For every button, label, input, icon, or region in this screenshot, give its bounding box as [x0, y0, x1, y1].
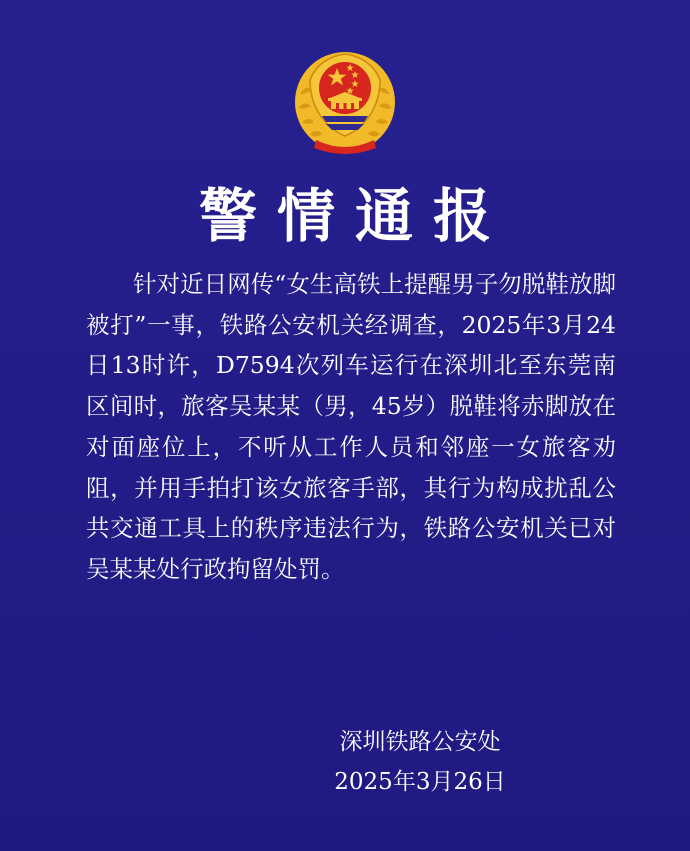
notice-body: 针对近日网传“女生高铁上提醒男子勿脱鞋放脚被打”一事，铁路公安机关经调查，2025年3月24日13时许，D7594次列车运行在深圳北至东莞南区间时，旅客吴某某（男，45岁）脱鞋将赤脚放在对面座位上，不听从工作人员和邻座一女旅客劝阻，并用手拍打该女旅客手部，其行为构成扰乱公共交通工具上的秩序违法行为，铁路公安机关已对吴某某处行政拘留处罚。 — [86, 270, 616, 583]
signature-block — [320, 722, 520, 802]
issue-date: 2025年3月26日 — [334, 769, 506, 795]
police-emblem-icon — [292, 44, 398, 156]
issuer-name: 深圳铁路公安处 — [339, 729, 501, 755]
page-title: 警情通报 — [198, 182, 511, 250]
